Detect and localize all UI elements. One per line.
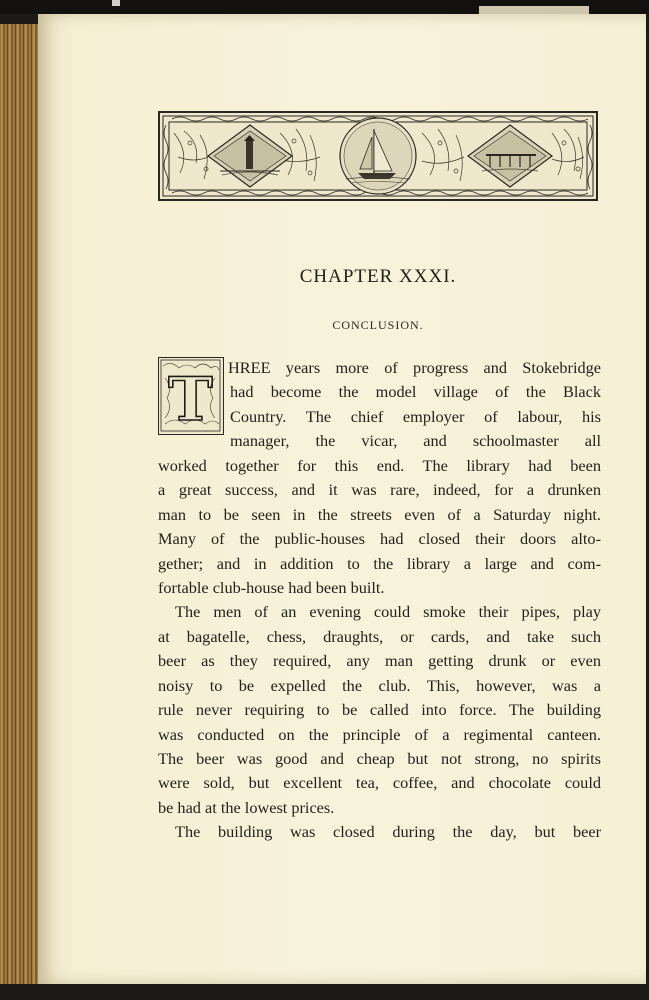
text-line: worked together for this end. The library had been — [158, 455, 601, 475]
text-line: fortable club-house had been built. — [158, 577, 385, 597]
lighthouse-vignette — [208, 125, 292, 187]
text-line: The building was closed during the day, but beer — [175, 822, 601, 842]
text-line: manager, the vicar, and schoolmaster all — [230, 431, 601, 451]
text-line: gether; and in addition to the library a large and com- — [158, 553, 601, 573]
top-edge — [0, 0, 649, 14]
text-line: Country. The chief employer of labour, his — [230, 406, 601, 426]
paragraph — [158, 820, 601, 844]
text-line: man to be seen in the streets even of a Saturday night. — [158, 504, 601, 524]
text-line: noisy to be expelled the club. This, however, was a — [158, 675, 601, 695]
sailboat-vignette — [340, 118, 416, 194]
text-line: had become the model village of the Black — [230, 382, 601, 402]
text-line: beer as they required, any man getting drunk or even — [158, 651, 601, 671]
scan-marker — [112, 0, 120, 6]
text-line: The men of an evening could smoke their pipes, play — [175, 602, 601, 622]
text-line: The beer was good and cheap but not strong, no spirits — [158, 749, 601, 768]
text-line: rule never requiring to be called into force. The building — [158, 700, 601, 720]
chapter-body — [158, 356, 601, 845]
text-line: were sold, but excellent tea, coffee, and chocolate could — [158, 773, 601, 793]
text-line: be had at the lowest prices. — [158, 797, 335, 817]
paragraph — [158, 356, 601, 600]
text-line: a great success, and it was rare, indeed, for a drunken — [158, 480, 601, 500]
chapter-subtitle: CONCLUSION. — [332, 318, 424, 332]
page-edge-highlight — [479, 6, 589, 14]
pier-vignette — [468, 125, 552, 187]
text-line: HREE years more of progress and Stokebridge — [228, 358, 601, 377]
text-line: Many of the public-houses had closed their doors alto- — [158, 529, 601, 549]
drop-cap-letter: T — [168, 365, 213, 433]
chapter-headpiece-ornament — [158, 111, 598, 201]
book-spine-edge — [0, 24, 40, 984]
text-line: at bagatelle, chess, draughts, or cards, and take such — [158, 626, 601, 646]
text-line: was conducted on the principle of a regimental canteen. — [158, 724, 601, 744]
headpiece-engraving — [160, 113, 596, 199]
chapter-title: CHAPTER XXXI. — [299, 266, 457, 287]
paragraph — [158, 600, 601, 820]
